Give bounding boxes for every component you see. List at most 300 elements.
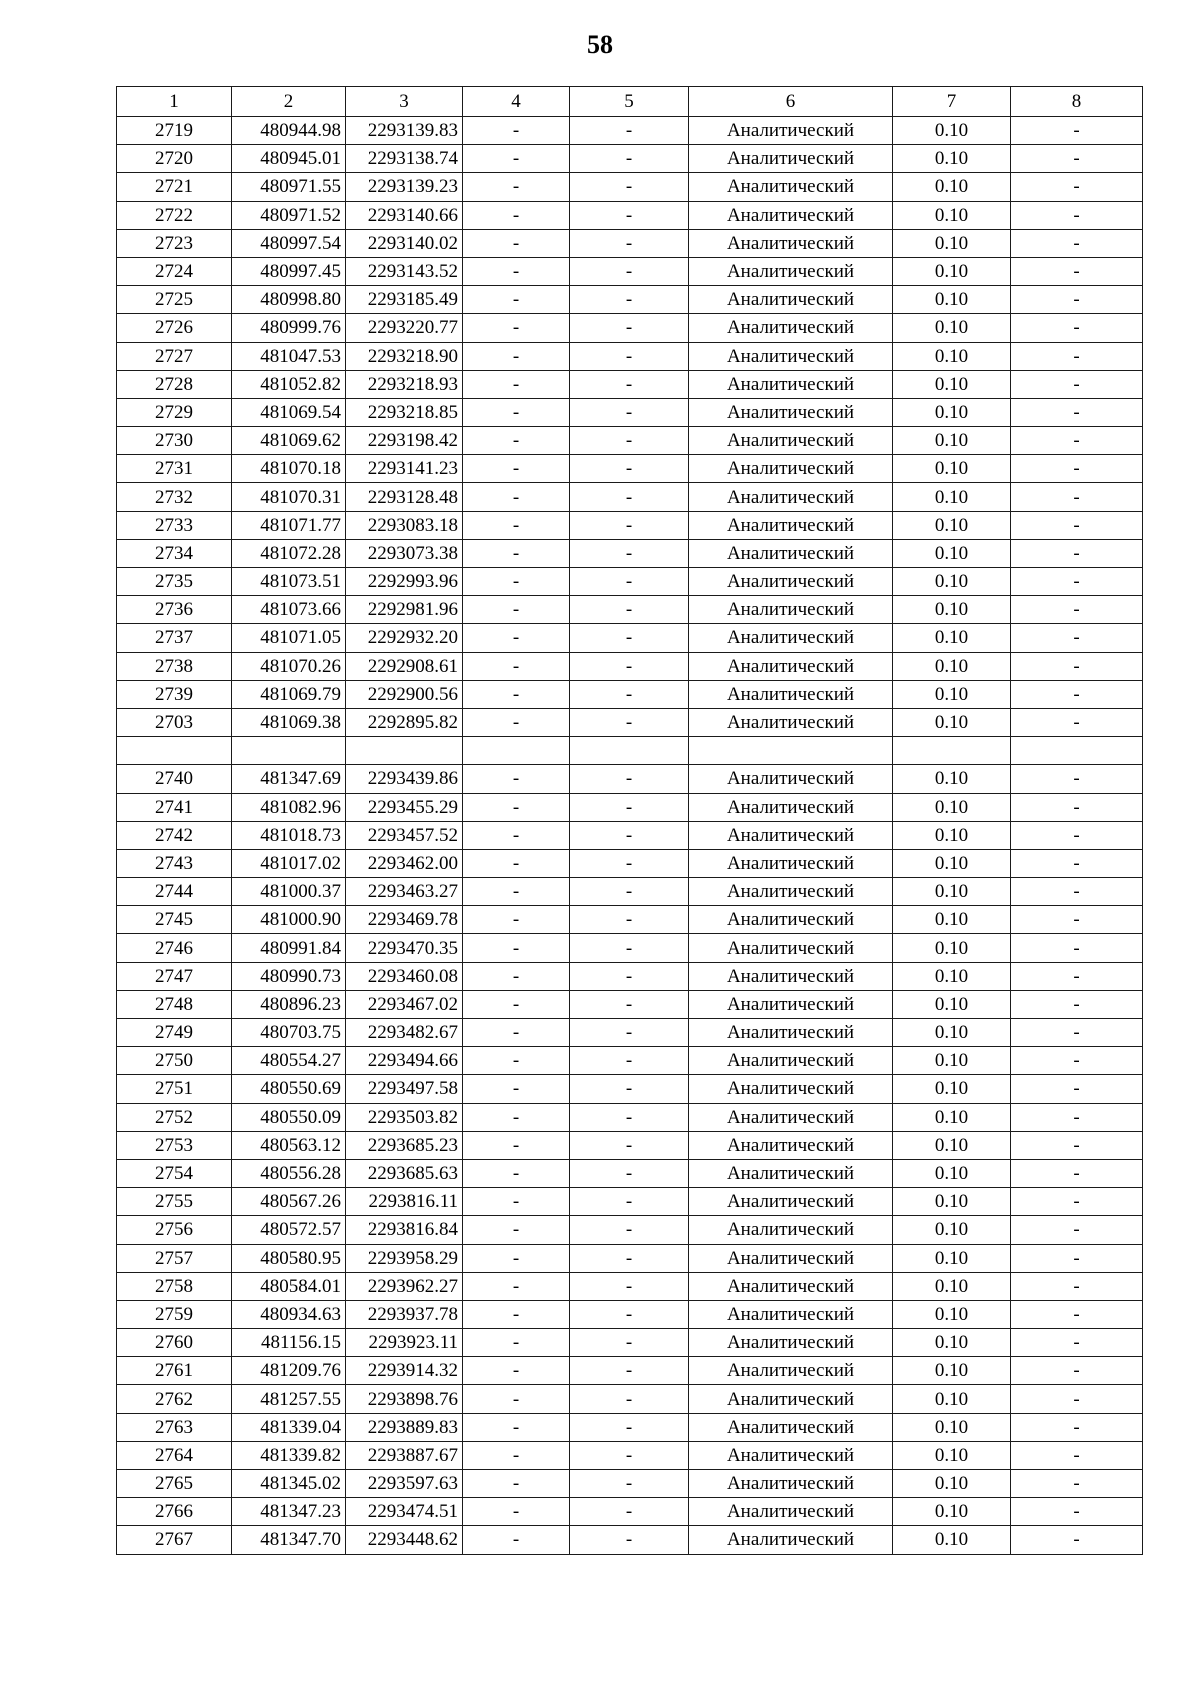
method-cell: Аналитический [689,455,893,483]
column-8-cell: - [1011,568,1143,596]
column-4-cell: - [463,398,570,426]
table-row [117,878,1143,906]
y-coordinate-cell: 2293140.66 [346,201,463,229]
column-4-cell: - [463,568,570,596]
column-8-cell: - [1011,962,1143,990]
x-coordinate-cell: 481347.69 [232,765,346,793]
accuracy-cell: 0.10 [893,370,1011,398]
point-number-cell: 2751 [117,1075,232,1103]
x-coordinate-cell: 481071.77 [232,511,346,539]
accuracy-cell: 0.10 [893,1131,1011,1159]
column-5-cell: - [570,1159,689,1187]
column-5-cell: - [570,1526,689,1554]
column-4-cell: - [463,624,570,652]
column-5-cell: - [570,117,689,145]
y-coordinate-cell: 2292895.82 [346,708,463,736]
column-4-cell: - [463,793,570,821]
y-coordinate-cell: 2293898.76 [346,1385,463,1413]
method-cell: Аналитический [689,1385,893,1413]
page-number: 58 [587,30,613,59]
table-row [117,1272,1143,1300]
accuracy-cell: 0.10 [893,1075,1011,1103]
table-row [117,962,1143,990]
method-cell: Аналитический [689,793,893,821]
point-number-cell: 2730 [117,427,232,455]
column-4-cell: - [463,708,570,736]
column-4-cell: - [463,1019,570,1047]
table-row [117,849,1143,877]
table-row [117,680,1143,708]
x-coordinate-cell: 481347.70 [232,1526,346,1554]
column-header: 6 [689,87,893,117]
column-4-cell: - [463,257,570,285]
column-4-cell: - [463,1075,570,1103]
x-coordinate-cell: 481073.51 [232,568,346,596]
column-4-cell: - [463,1103,570,1131]
point-number-cell: 2719 [117,117,232,145]
table-row [117,906,1143,934]
y-coordinate-cell: 2293083.18 [346,511,463,539]
accuracy-cell: 0.10 [893,173,1011,201]
column-header: 8 [1011,87,1143,117]
point-number-cell: 2753 [117,1131,232,1159]
table-row [117,257,1143,285]
method-cell: Аналитический [689,427,893,455]
column-4-cell: - [463,1413,570,1441]
method-cell: Аналитический [689,286,893,314]
column-8-cell: - [1011,427,1143,455]
column-8-cell: - [1011,765,1143,793]
x-coordinate-cell: 480990.73 [232,962,346,990]
accuracy-cell: 0.10 [893,229,1011,257]
point-number-cell: 2766 [117,1498,232,1526]
column-5-cell: - [570,624,689,652]
column-8-cell: - [1011,1498,1143,1526]
point-number-cell: 2720 [117,145,232,173]
column-4-cell: - [463,680,570,708]
y-coordinate-cell: 2293457.52 [346,821,463,849]
column-8-cell: - [1011,849,1143,877]
point-number-cell: 2754 [117,1159,232,1187]
column-8-cell: - [1011,934,1143,962]
point-number-cell: 2722 [117,201,232,229]
x-coordinate-cell: 480991.84 [232,934,346,962]
y-coordinate-cell: 2293816.84 [346,1216,463,1244]
column-4-cell: - [463,342,570,370]
method-cell: Аналитический [689,1526,893,1554]
column-8-cell: - [1011,314,1143,342]
column-5-cell: - [570,370,689,398]
column-4-cell: - [463,286,570,314]
column-8-cell: - [1011,370,1143,398]
y-coordinate-cell: 2293482.67 [346,1019,463,1047]
method-cell: Аналитический [689,483,893,511]
column-4-cell: - [463,652,570,680]
x-coordinate-cell: 480550.09 [232,1103,346,1131]
method-cell: Аналитический [689,680,893,708]
accuracy-cell: 0.10 [893,286,1011,314]
column-8-cell: - [1011,624,1143,652]
accuracy-cell: 0.10 [893,1441,1011,1469]
accuracy-cell: 0.10 [893,596,1011,624]
column-8-cell: - [1011,229,1143,257]
y-coordinate-cell: 2293128.48 [346,483,463,511]
accuracy-cell: 0.10 [893,962,1011,990]
column-4-cell: - [463,1047,570,1075]
column-header: 4 [463,87,570,117]
method-cell: Аналитический [689,990,893,1018]
column-5-cell: - [570,652,689,680]
point-number-cell: 2725 [117,286,232,314]
column-5-cell: - [570,878,689,906]
point-number-cell: 2763 [117,1413,232,1441]
y-coordinate-cell: 2293685.63 [346,1159,463,1187]
accuracy-cell: 0.10 [893,1272,1011,1300]
table-row [117,342,1143,370]
x-coordinate-cell: 481000.37 [232,878,346,906]
method-cell: Аналитический [689,849,893,877]
y-coordinate-cell: 2293889.83 [346,1413,463,1441]
point-number-cell: 2743 [117,849,232,877]
y-coordinate-cell [346,737,463,765]
column-4-cell: - [463,1470,570,1498]
table-row [117,173,1143,201]
x-coordinate-cell: 480550.69 [232,1075,346,1103]
method-cell: Аналитический [689,117,893,145]
column-8-cell: - [1011,1470,1143,1498]
column-8-cell: - [1011,1441,1143,1469]
column-5-cell: - [570,596,689,624]
point-number-cell: 2758 [117,1272,232,1300]
y-coordinate-cell: 2293462.00 [346,849,463,877]
y-coordinate-cell: 2293448.62 [346,1526,463,1554]
accuracy-cell: 0.10 [893,1047,1011,1075]
table-row [117,1413,1143,1441]
method-cell: Аналитический [689,145,893,173]
accuracy-cell: 0.10 [893,145,1011,173]
column-8-cell: - [1011,1413,1143,1441]
accuracy-cell: 0.10 [893,342,1011,370]
column-5-cell: - [570,483,689,511]
point-number-cell: 2734 [117,539,232,567]
y-coordinate-cell: 2293218.85 [346,398,463,426]
column-8-cell: - [1011,286,1143,314]
point-number-cell: 2724 [117,257,232,285]
column-4-cell: - [463,1131,570,1159]
column-4-cell: - [463,173,570,201]
column-5-cell: - [570,1216,689,1244]
table-row [117,483,1143,511]
method-cell [689,737,893,765]
x-coordinate-cell: 480998.80 [232,286,346,314]
table-row [117,708,1143,736]
y-coordinate-cell: 2293467.02 [346,990,463,1018]
table-row [117,1188,1143,1216]
table-row [117,1300,1143,1328]
column-header: 7 [893,87,1011,117]
y-coordinate-cell: 2293937.78 [346,1300,463,1328]
point-number-cell: 2703 [117,708,232,736]
x-coordinate-cell: 480572.57 [232,1216,346,1244]
x-coordinate-cell: 480934.63 [232,1300,346,1328]
column-5-cell: - [570,568,689,596]
method-cell: Аналитический [689,201,893,229]
x-coordinate-cell: 480896.23 [232,990,346,1018]
y-coordinate-cell: 2293220.77 [346,314,463,342]
coordinates-table [116,86,1143,1555]
accuracy-cell: 0.10 [893,934,1011,962]
method-cell: Аналитический [689,1075,893,1103]
x-coordinate-cell: 481069.54 [232,398,346,426]
table-row [117,596,1143,624]
x-coordinate-cell: 480703.75 [232,1019,346,1047]
method-cell: Аналитический [689,962,893,990]
column-5-cell: - [570,849,689,877]
accuracy-cell: 0.10 [893,539,1011,567]
column-5-cell: - [570,990,689,1018]
column-8-cell: - [1011,483,1143,511]
column-4-cell: - [463,370,570,398]
point-number-cell: 2742 [117,821,232,849]
point-number-cell: 2738 [117,652,232,680]
column-4-cell: - [463,821,570,849]
accuracy-cell: 0.10 [893,1103,1011,1131]
column-4-cell: - [463,539,570,567]
column-4-cell: - [463,1526,570,1554]
column-8-cell: - [1011,708,1143,736]
y-coordinate-cell: 2293218.93 [346,370,463,398]
column-8-cell: - [1011,1188,1143,1216]
y-coordinate-cell: 2293497.58 [346,1075,463,1103]
x-coordinate-cell: 481339.82 [232,1441,346,1469]
column-header: 2 [232,87,346,117]
accuracy-cell: 0.10 [893,1159,1011,1187]
point-number-cell: 2749 [117,1019,232,1047]
column-5-cell: - [570,1413,689,1441]
point-number-cell: 2760 [117,1329,232,1357]
accuracy-cell: 0.10 [893,314,1011,342]
table-row [117,1498,1143,1526]
column-8-cell: - [1011,455,1143,483]
x-coordinate-cell: 481070.26 [232,652,346,680]
method-cell: Аналитический [689,539,893,567]
column-8-cell: - [1011,1385,1143,1413]
column-8-cell: - [1011,878,1143,906]
x-coordinate-cell: 481071.05 [232,624,346,652]
column-8-cell: - [1011,1103,1143,1131]
point-number-cell: 2756 [117,1216,232,1244]
accuracy-cell: 0.10 [893,680,1011,708]
y-coordinate-cell: 2293816.11 [346,1188,463,1216]
column-5-cell: - [570,765,689,793]
x-coordinate-cell: 481069.38 [232,708,346,736]
y-coordinate-cell: 2293198.42 [346,427,463,455]
method-cell: Аналитический [689,1188,893,1216]
point-number-cell: 2728 [117,370,232,398]
y-coordinate-cell: 2293914.32 [346,1357,463,1385]
x-coordinate-cell: 480556.28 [232,1159,346,1187]
column-5-cell: - [570,1357,689,1385]
column-5-cell: - [570,821,689,849]
column-5-cell: - [570,680,689,708]
y-coordinate-cell: 2293455.29 [346,793,463,821]
x-coordinate-cell: 481345.02 [232,1470,346,1498]
y-coordinate-cell: 2293139.83 [346,117,463,145]
x-coordinate-cell: 481052.82 [232,370,346,398]
table-row [117,201,1143,229]
x-coordinate-cell [232,737,346,765]
column-5-cell: - [570,173,689,201]
y-coordinate-cell: 2293138.74 [346,145,463,173]
column-4-cell: - [463,934,570,962]
column-8-cell: - [1011,201,1143,229]
point-number-cell: 2726 [117,314,232,342]
y-coordinate-cell: 2292993.96 [346,568,463,596]
point-number-cell: 2737 [117,624,232,652]
point-number-cell: 2747 [117,962,232,990]
column-4-cell: - [463,201,570,229]
column-5-cell: - [570,1329,689,1357]
accuracy-cell: 0.10 [893,652,1011,680]
column-5-cell: - [570,1498,689,1526]
column-4-cell: - [463,511,570,539]
point-number-cell: 2748 [117,990,232,1018]
method-cell: Аналитический [689,1244,893,1272]
accuracy-cell: 0.10 [893,1526,1011,1554]
x-coordinate-cell: 481070.31 [232,483,346,511]
column-5-cell: - [570,906,689,934]
point-number-cell: 2731 [117,455,232,483]
column-4-cell: - [463,878,570,906]
table-row [117,1526,1143,1554]
accuracy-cell: 0.10 [893,568,1011,596]
column-8-cell: - [1011,539,1143,567]
point-number-cell: 2746 [117,934,232,962]
table-row [117,1441,1143,1469]
table-row [117,1075,1143,1103]
column-4-cell: - [463,1159,570,1187]
accuracy-cell: 0.10 [893,483,1011,511]
column-5-cell: - [570,455,689,483]
table-row [117,286,1143,314]
column-4-cell: - [463,1216,570,1244]
accuracy-cell: 0.10 [893,1216,1011,1244]
point-number-cell [117,737,232,765]
x-coordinate-cell: 480971.52 [232,201,346,229]
y-coordinate-cell: 2293597.63 [346,1470,463,1498]
table-row [117,652,1143,680]
accuracy-cell: 0.10 [893,849,1011,877]
method-cell: Аналитический [689,1159,893,1187]
method-cell: Аналитический [689,314,893,342]
accuracy-cell: 0.10 [893,906,1011,934]
column-4-cell: - [463,906,570,934]
x-coordinate-cell: 480997.45 [232,257,346,285]
column-8-cell: - [1011,257,1143,285]
column-4-cell: - [463,849,570,877]
table-row [117,398,1143,426]
point-number-cell: 2736 [117,596,232,624]
method-cell: Аналитический [689,906,893,934]
accuracy-cell: 0.10 [893,821,1011,849]
method-cell: Аналитический [689,173,893,201]
column-5-cell: - [570,1131,689,1159]
table-row [117,1159,1143,1187]
column-4-cell: - [463,1329,570,1357]
column-5-cell: - [570,257,689,285]
table-row [117,1216,1143,1244]
column-8-cell: - [1011,145,1143,173]
x-coordinate-cell: 481339.04 [232,1413,346,1441]
y-coordinate-cell: 2292932.20 [346,624,463,652]
column-4-cell: - [463,455,570,483]
column-4-cell: - [463,1441,570,1469]
x-coordinate-cell: 480999.76 [232,314,346,342]
point-number-cell: 2755 [117,1188,232,1216]
table-row [117,1103,1143,1131]
y-coordinate-cell: 2293460.08 [346,962,463,990]
accuracy-cell: 0.10 [893,1470,1011,1498]
column-8-cell: - [1011,1216,1143,1244]
column-4-cell: - [463,229,570,257]
y-coordinate-cell: 2293469.78 [346,906,463,934]
method-cell: Аналитический [689,821,893,849]
table-body [117,87,1143,1555]
point-number-cell: 2764 [117,1441,232,1469]
x-coordinate-cell: 480945.01 [232,145,346,173]
column-8-cell: - [1011,1159,1143,1187]
table-row [117,624,1143,652]
method-cell: Аналитический [689,708,893,736]
column-8-cell: - [1011,1131,1143,1159]
point-number-cell: 2733 [117,511,232,539]
y-coordinate-cell: 2292900.56 [346,680,463,708]
column-8-cell: - [1011,1329,1143,1357]
column-4-cell: - [463,1498,570,1526]
x-coordinate-cell: 481000.90 [232,906,346,934]
column-5-cell: - [570,1103,689,1131]
column-4-cell: - [463,314,570,342]
column-5-cell: - [570,934,689,962]
column-header: 5 [570,87,689,117]
method-cell: Аналитический [689,568,893,596]
point-number-cell: 2732 [117,483,232,511]
method-cell: Аналитический [689,624,893,652]
column-5-cell: - [570,793,689,821]
column-4-cell: - [463,145,570,173]
column-8-cell: - [1011,596,1143,624]
x-coordinate-cell: 481069.79 [232,680,346,708]
method-cell: Аналитический [689,511,893,539]
x-coordinate-cell: 481018.73 [232,821,346,849]
y-coordinate-cell: 2293503.82 [346,1103,463,1131]
table-row [117,1470,1143,1498]
table-row [117,1047,1143,1075]
y-coordinate-cell: 2293962.27 [346,1272,463,1300]
y-coordinate-cell: 2293494.66 [346,1047,463,1075]
x-coordinate-cell: 481082.96 [232,793,346,821]
column-8-cell: - [1011,793,1143,821]
column-5-cell: - [570,1385,689,1413]
column-5-cell: - [570,1470,689,1498]
table-row [117,427,1143,455]
column-4-cell [463,737,570,765]
column-8-cell: - [1011,1075,1143,1103]
x-coordinate-cell: 481017.02 [232,849,346,877]
column-4-cell: - [463,483,570,511]
column-4-cell: - [463,427,570,455]
column-8-cell: - [1011,1272,1143,1300]
